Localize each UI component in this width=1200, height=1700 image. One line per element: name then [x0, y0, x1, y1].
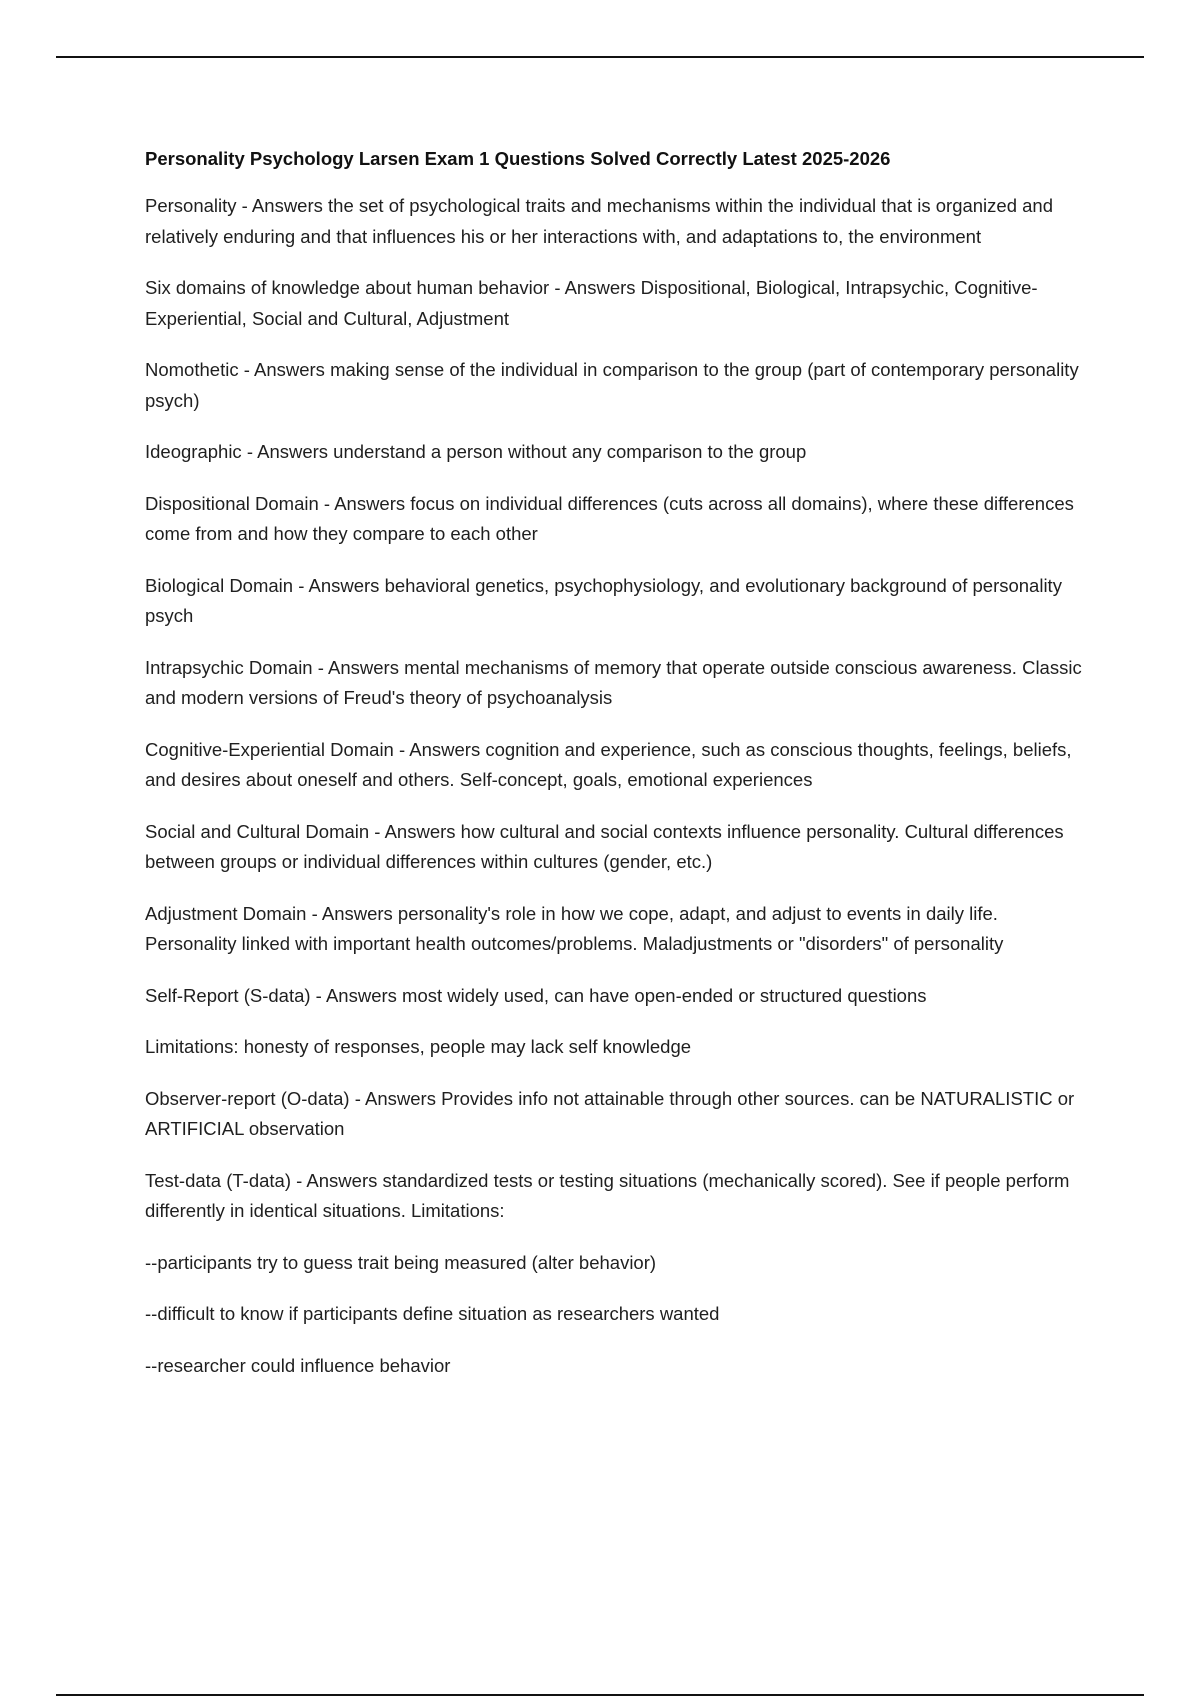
paragraph-observer-report: Observer-report (O-data) - Answers Provides info not attainable through other sources. can be NATURALISTIC or ARTIFICIAL observation — [145, 1087, 1075, 1139]
document-body — [145, 145, 1090, 1402]
document-title: Personality Psychology Larsen Exam 1 Questions Solved Correctly Latest 2025-2026 — [145, 148, 891, 169]
paragraph-personality: Personality - Answers the set of psychological traits and mechanisms within the individual that is organized and relatively enduring and that influences his or her interactions with, and adaptations to, the environment — [145, 195, 1053, 247]
paragraph-nomothetic: Nomothetic - Answers making sense of the individual in comparison to the group (part of contemporary personality psych) — [145, 359, 1079, 411]
paragraph-limitation-guess-trait: --participants try to guess trait being measured (alter behavior) — [145, 1251, 657, 1273]
paragraph-limitations: Limitations: honesty of responses, people may lack self knowledge — [145, 1036, 692, 1057]
paragraph-intrapsychic-domain: Intrapsychic Domain - Answers mental mechanisms of memory that operate outside conscious awareness. Classic and modern versions of Freud's theory of psychoanalysis — [145, 656, 1082, 708]
paragraph-test-data: Test-data (T-data) - Answers standardized tests or testing situations (mechanically scored). See if people perform differently in identical situations. Limitations: — [145, 1169, 1070, 1221]
paragraph-cognitive-experiential-domain: Cognitive-Experiential Domain - Answers cognition and experience, such as conscious thoughts, feelings, beliefs, and desires about oneself and others. Self-concept, goals, emotional experiences — [145, 738, 1072, 790]
paragraph-adjustment-domain: Adjustment Domain - Answers personality's role in how we cope, adapt, and adjust to events in daily life. Personality linked with important health outcomes/problems. Maladjustments or "disorders" of personality — [145, 902, 1004, 954]
header-rule — [56, 56, 1144, 58]
paragraph-limitation-researcher-influence: --researcher could influence behavior — [145, 1354, 451, 1376]
paragraph-ideographic: Ideographic - Answers understand a person without any comparison to the group — [145, 441, 807, 462]
paragraph-social-cultural-domain: Social and Cultural Domain - Answers how cultural and social contexts influence personality. Cultural differences between groups or individual differences within cultures (gender, etc.) — [145, 820, 1064, 872]
paragraph-six-domains: Six domains of knowledge about human behavior - Answers Dispositional, Biological, Intrapsychic, Cognitive-Experiential, Social and Cultural, Adjustment — [145, 277, 1038, 329]
paragraph-limitation-define-situation: --difficult to know if participants define situation as researchers wanted — [145, 1303, 720, 1324]
paragraph-dispositional-domain: Dispositional Domain - Answers focus on individual differences (cuts across all domains), where these differences come from and how they compare to each other — [145, 492, 1074, 544]
paragraph-biological-domain: Biological Domain - Answers behavioral genetics, psychophysiology, and evolutionary background of personality psych — [145, 574, 1062, 626]
footer-rule — [56, 1694, 1144, 1696]
paragraph-self-report: Self-Report (S-data) - Answers most widely used, can have open-ended or structured questions — [145, 984, 927, 1006]
